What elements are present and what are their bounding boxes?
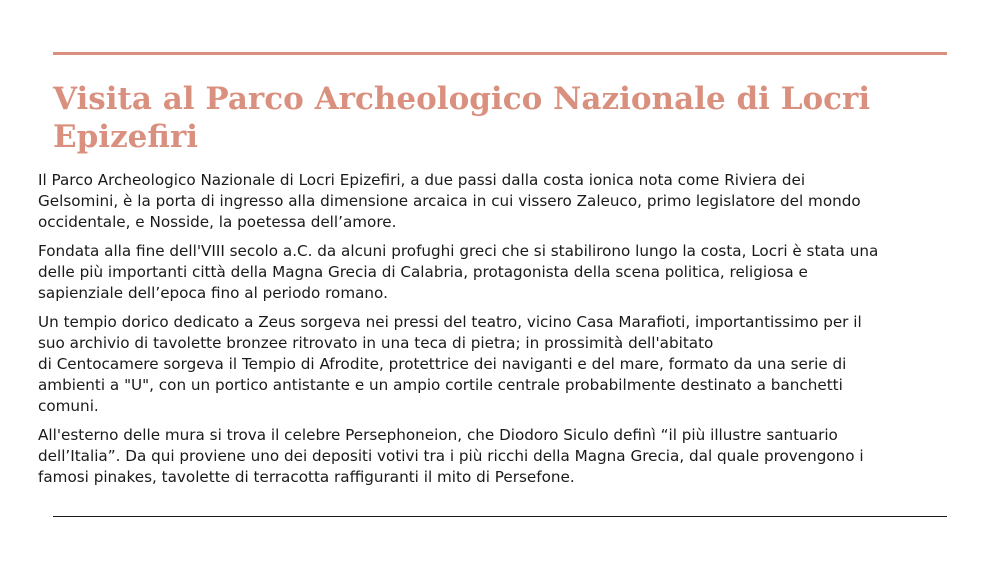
bottom-divider — [53, 516, 947, 517]
title-divider-top — [53, 52, 947, 55]
slide-title: Visita al Parco Archeologico Nazionale di Locri Epizefiri — [53, 81, 871, 155]
paragraph-intro: Il Parco Archeologico Nazionale di Locri Epizefiri, a due passi dalla costa ionica nota come Riviera dei Gelsomini, è la porta di ingresso alla dimensione arcaica in cui vissero Zaleuco, primo legislatore del mondo occidentale, e Nosside, la poetessa dell’amore. — [38, 171, 861, 231]
paragraph-temples: Un tempio dorico dedicato a Zeus sorgeva nei pressi del teatro, vicino Casa Marafioti, importantissimo per il suo archivio di tavolette bronzee ritrovato in una teca di pietra; in prossimità dell'abitato di Centocamere sorgeva il Tempio di Afrodite, protettrice dei naviganti e del mare, formato da una serie di ambienti a "U", con un portico antistante e un ampio cortile centrale probabilmente destinato a banchetti comuni. — [38, 313, 862, 415]
slide-body — [38, 170, 948, 496]
paragraph-founding: Fondata alla fine dell'VIII secolo a.C. da alcuni profughi greci che si stabilirono lungo la costa, Locri è stata una delle più importanti città della Magna Grecia di Calabria, protagonista della scena politica, religiosa e sapienziale dell’epoca fino al periodo romano. — [38, 242, 879, 302]
paragraph-persephoneion: All'esterno delle mura si trova il celebre Persephoneion, che Diodoro Siculo definì “il più illustre santuario dell’Italia”. Da qui proviene uno dei depositi votivi tra i più ricchi della Magna Grecia, dal quale provengono i famosi pinakes, tavolette di terracotta raffiguranti il mito di Persefone. — [38, 426, 864, 486]
